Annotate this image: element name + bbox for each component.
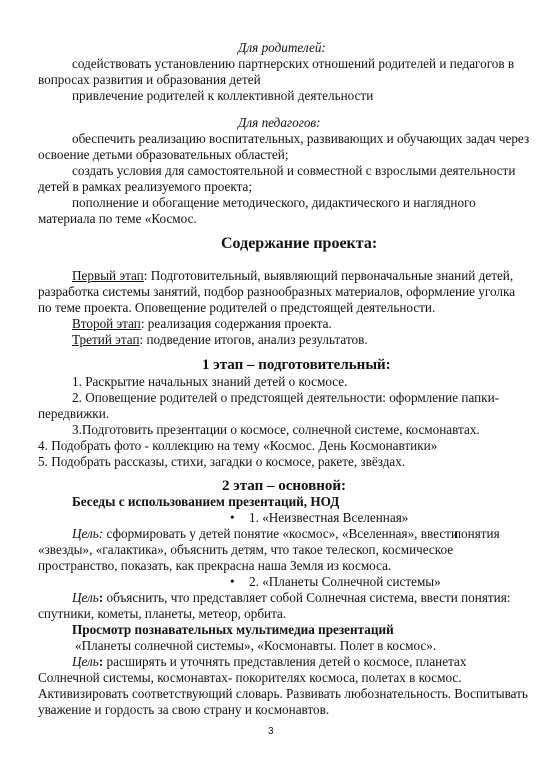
goal-3-line-4: уважение и гордость за свою страну и космонавтов. — [38, 702, 330, 717]
goal-3-line-1 — [72, 654, 466, 670]
stage3-summary-text: : подведение итогов, анализ результатов. — [139, 332, 368, 347]
stage2-subheading-2: Просмотр познавательных мультимедиа презентаций — [72, 622, 394, 637]
stage2-topic-1: 1. «Неизвестная Вселенная» — [249, 510, 409, 525]
stage3-label: Третий этап — [72, 332, 140, 347]
goal-2-label: Цель — [72, 590, 99, 605]
goal-1-line-2: «звезды», «галактика», объяснить детям, что такое телескоп, космическое — [38, 542, 454, 557]
goal-1-label: Цель: — [72, 526, 104, 541]
stage2-summary-text: : реализация содержания проекта. — [140, 316, 332, 331]
stage2-title: 2 этап – основной: — [222, 478, 347, 494]
goal-3-line-3: Активизировать соответствующий словарь. Развивать любознательность. Воспитывать — [38, 686, 528, 701]
presentations-list: «Планеты солнечной системы», «Космонавты. Полет в космос». — [75, 638, 437, 653]
goal-1-line-1-end: понятия — [454, 526, 500, 541]
stage2-bullet-1: • — [230, 510, 235, 525]
goal-1-line-1 — [72, 526, 458, 542]
teachers-heading: Для педагогов: — [238, 115, 321, 130]
parents-line-2: вопросах развития и образования детей — [38, 72, 261, 87]
parents-line-1: содействовать установлению партнерских отношений родителей и педагогов в — [72, 56, 515, 71]
teachers-line-4: детей в рамках реализуемого проекта; — [38, 179, 253, 194]
teachers-line-3: создать условия для самостоятельной и совместной с взрослыми деятельности — [72, 163, 516, 178]
goal-1-text: сформировать у детей понятие «космос», «Вселенная», ввести — [103, 526, 459, 541]
stage1-summary-text: : Подготовительный, выявляющий первоначальные знаний детей, — [143, 268, 514, 283]
goal-1-line-3: пространство, показать, как прекрасна наша Земля из космоса. — [38, 558, 392, 573]
page-number: 3 — [268, 726, 274, 737]
teachers-line-2: освоение детьми образовательных областей; — [38, 147, 289, 162]
teachers-line-1: обеспечить реализацию воспитательных, развивающих и обучающих задач через — [72, 131, 530, 146]
stage2-subheading-1: Беседы с использованием презентаций, НОД — [72, 494, 340, 509]
stage1-summary-line-1 — [72, 268, 513, 284]
stage1-item-3: 3.Подготовить презентации о космосе, солнечной системе, космонавтах. — [72, 422, 480, 437]
teachers-line-5: пополнение и обогащение методического, дидактического и наглядного — [72, 195, 476, 210]
stage1-item-2a: 2. Оповещение родителей о предстоящей деятельности: оформление папки- — [72, 390, 500, 405]
stage3-summary-line — [72, 332, 368, 348]
parents-heading: Для родителей: — [238, 40, 326, 55]
stage1-summary-line-2: разработка системы занятий, подбор разнообразных материалов, оформление уголка — [38, 284, 516, 299]
stage2-bullet-2: • — [230, 574, 235, 589]
stage1-item-4: 4. Подобрать фото - коллекцию на тему «Космос. День Космонавтики» — [38, 438, 438, 453]
stage1-item-2b: передвижки. — [38, 406, 110, 421]
stage2-label: Второй этап — [72, 316, 141, 331]
stage1-summary-line-3: по теме проекта. Оповещение родителей о предстоящей деятельности. — [38, 300, 436, 315]
goal-3-line-2: Солнечной системы, космонавтах- покорителях космоса, полетах в космос. — [38, 670, 462, 685]
teachers-line-6: материала по теме «Космос. — [38, 211, 197, 226]
goal-2-line-2: спутники, кометы, планеты, метеор, орбита. — [38, 606, 287, 621]
stage2-summary-line — [72, 316, 332, 332]
parents-line-3: привлечение родителей к коллективной деятельности — [72, 88, 374, 103]
goal-3-label: Цель — [72, 654, 99, 669]
stage1-item-1: 1. Раскрытие начальных знаний детей о космосе. — [72, 374, 348, 389]
stage1-item-5: 5. Подобрать рассказы, стихи, загадки о космосе, ракете, звёздах. — [38, 454, 406, 469]
stage1-label: Первый этап — [72, 268, 144, 283]
stage1-title: 1 этап – подготовительный: — [202, 357, 391, 373]
goal-3-text: расширять и уточнять представления детей о космосе, планетах — [103, 654, 467, 669]
stage2-topic-2: 2. «Планеты Солнечной системы» — [249, 574, 441, 589]
goal-3-colon: : — [98, 654, 104, 669]
goal-2-line-1 — [72, 590, 510, 606]
goal-2-colon: : — [98, 590, 104, 605]
goal-2-text: объяснить, что представляет собой Солнечная система, ввести понятия: — [103, 590, 511, 605]
content-title: Содержание проекта: — [221, 235, 378, 252]
